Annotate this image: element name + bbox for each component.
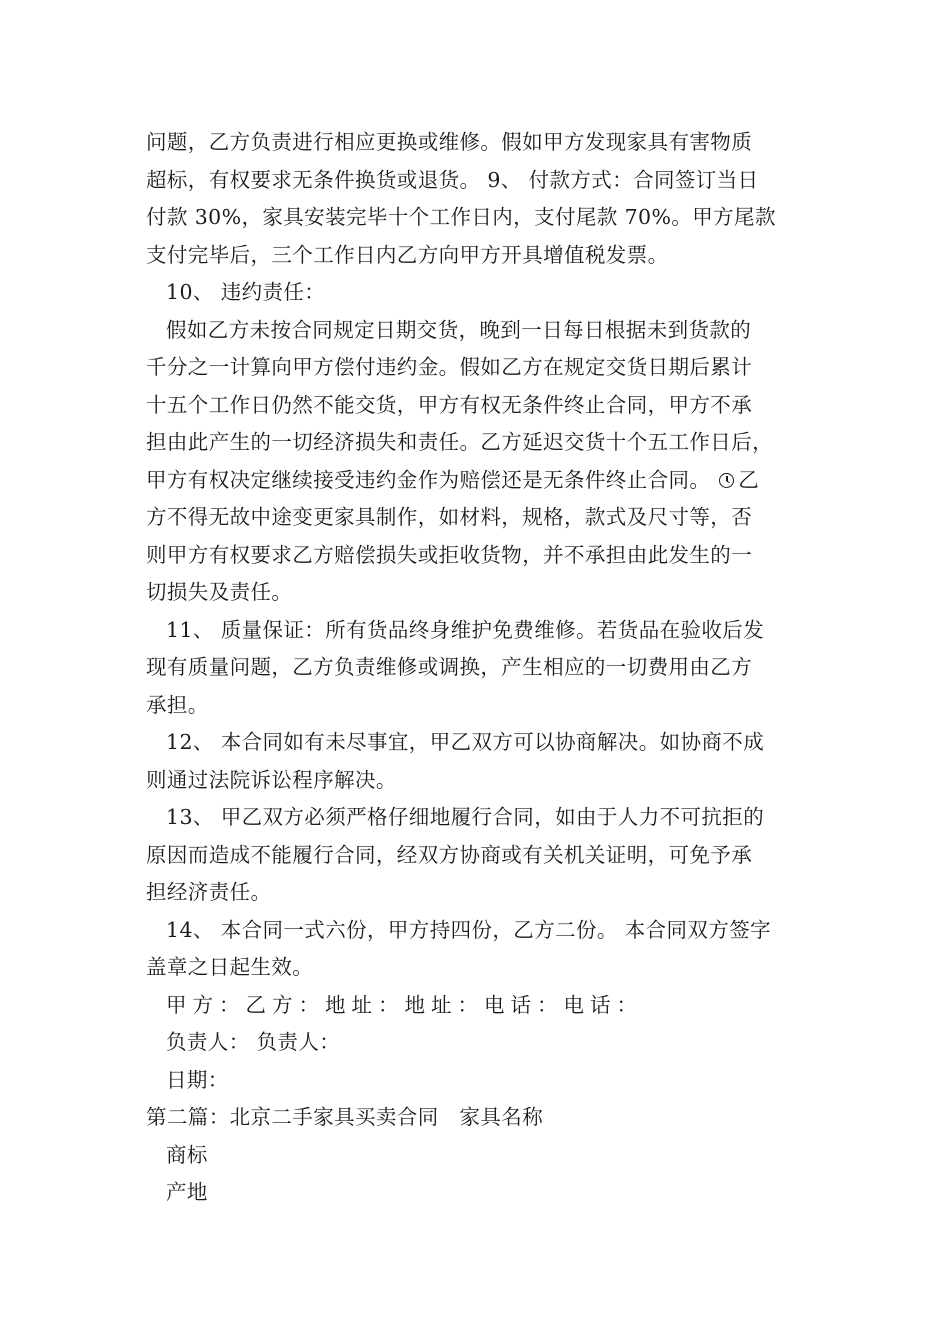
text-line: 担经济责任。 bbox=[146, 880, 272, 904]
clause-12-disputes-cont bbox=[146, 762, 810, 800]
signature-date bbox=[146, 1062, 810, 1100]
text-line: 十五个工作日仍然不能交货，甲方有权无条件终止合同，甲方不承 bbox=[146, 392, 753, 417]
document-page bbox=[146, 124, 810, 1212]
text-line: 盖章之日起生效。 bbox=[146, 955, 314, 979]
text-line: 14、 本合同一式六份，甲方持四份，乙方二份。 本合同双方签字 bbox=[166, 917, 772, 942]
text-line: 日期： bbox=[166, 1067, 229, 1092]
text-line: 甲方：乙方：地址：地址：电话：电话： bbox=[166, 992, 643, 1017]
clause-14-copies-cont bbox=[146, 949, 810, 987]
text-line: 11、 质量保证：所有货品终身维护免费维修。若货品在验收后发 bbox=[166, 617, 765, 642]
text-segment: 甲方有权决定继续接受违约金作为赔偿还是无条件终止合同。 bbox=[146, 467, 711, 492]
text-segment: 乙 bbox=[738, 467, 760, 492]
text-line: 支付完毕后，三个工作日内乙方向甲方开具增值税发票。 bbox=[146, 242, 669, 267]
second-contract-title bbox=[146, 1099, 810, 1137]
paragraph-breach-liability-cont bbox=[146, 349, 810, 612]
clause-11-quality bbox=[146, 612, 810, 650]
clause-14-copies bbox=[146, 912, 810, 950]
text-line: 13、 甲乙双方必须严格仔细地履行合同，如由于人力不可抗拒的 bbox=[166, 805, 765, 829]
text-line: 12、 本合同如有未尽事宜，甲乙双方可以协商解决。如协商不成 bbox=[166, 730, 765, 754]
signature-responsible bbox=[146, 1024, 810, 1062]
text-line: 现有质量问题，乙方负责维修或调换，产生相应的一切费用由乙方 bbox=[146, 655, 753, 679]
text-line: 10、 违约责任： bbox=[166, 280, 326, 304]
clause-13-force-majeure bbox=[146, 799, 810, 837]
paragraph-quality-payment bbox=[146, 124, 810, 274]
clause-11-quality-cont bbox=[146, 649, 810, 724]
text-line: 承担。 bbox=[146, 692, 209, 717]
text-line: 问题，乙方负责进行相应更换或维修。假如甲方发现家具有害物质 bbox=[146, 130, 753, 154]
text-line: 方不得无故中途变更家具制作，如材料，规格，款式及尺寸等，否 bbox=[146, 505, 753, 529]
text-line: 第二篇：北京二手家具买卖合同 家具名称 bbox=[146, 1105, 544, 1129]
item-origin bbox=[146, 1174, 810, 1212]
text-line: 担由此产生的一切经济损失和责任。乙方延迟交货十个五工作日后， bbox=[146, 430, 773, 454]
signature-parties bbox=[146, 987, 810, 1025]
text-line: 则甲方有权要求乙方赔偿损失或拒收货物，并不承担由此发生的一 bbox=[146, 542, 753, 567]
paragraph-breach-liability bbox=[146, 312, 810, 350]
text-line: 则通过法院诉讼程序解决。 bbox=[146, 767, 397, 792]
text-line: 假如乙方未按合同规定日期交货，晚到一日每日根据未到货款的 bbox=[166, 317, 752, 342]
text-line: 付款 30%，家具安装完毕十个工作日内，支付尾款 70%。甲方尾款 bbox=[146, 205, 776, 229]
clause-12-disputes bbox=[146, 724, 810, 762]
text-line: 商标 bbox=[166, 1142, 208, 1167]
text-line: 切损失及责任。 bbox=[146, 580, 293, 604]
text-line: 千分之一计算向甲方偿付违约金。假如乙方在规定交货日期后累计 bbox=[146, 355, 753, 379]
text-line: 超标，有权要求无条件换货或退货。 9、 付款方式：合同签订当日 bbox=[146, 167, 759, 192]
text-line-with-icon bbox=[146, 462, 810, 500]
text-line: 原因而造成不能履行合同，经双方协商或有关机关证明，可免予承 bbox=[146, 842, 753, 867]
item-trademark bbox=[146, 1137, 810, 1175]
text-line: 负责人： 负责人： bbox=[166, 1030, 341, 1054]
clause-13-force-majeure-cont bbox=[146, 837, 810, 912]
clause-10-heading bbox=[146, 274, 810, 312]
clock-icon bbox=[719, 473, 734, 488]
text-line: 产地 bbox=[166, 1180, 208, 1204]
